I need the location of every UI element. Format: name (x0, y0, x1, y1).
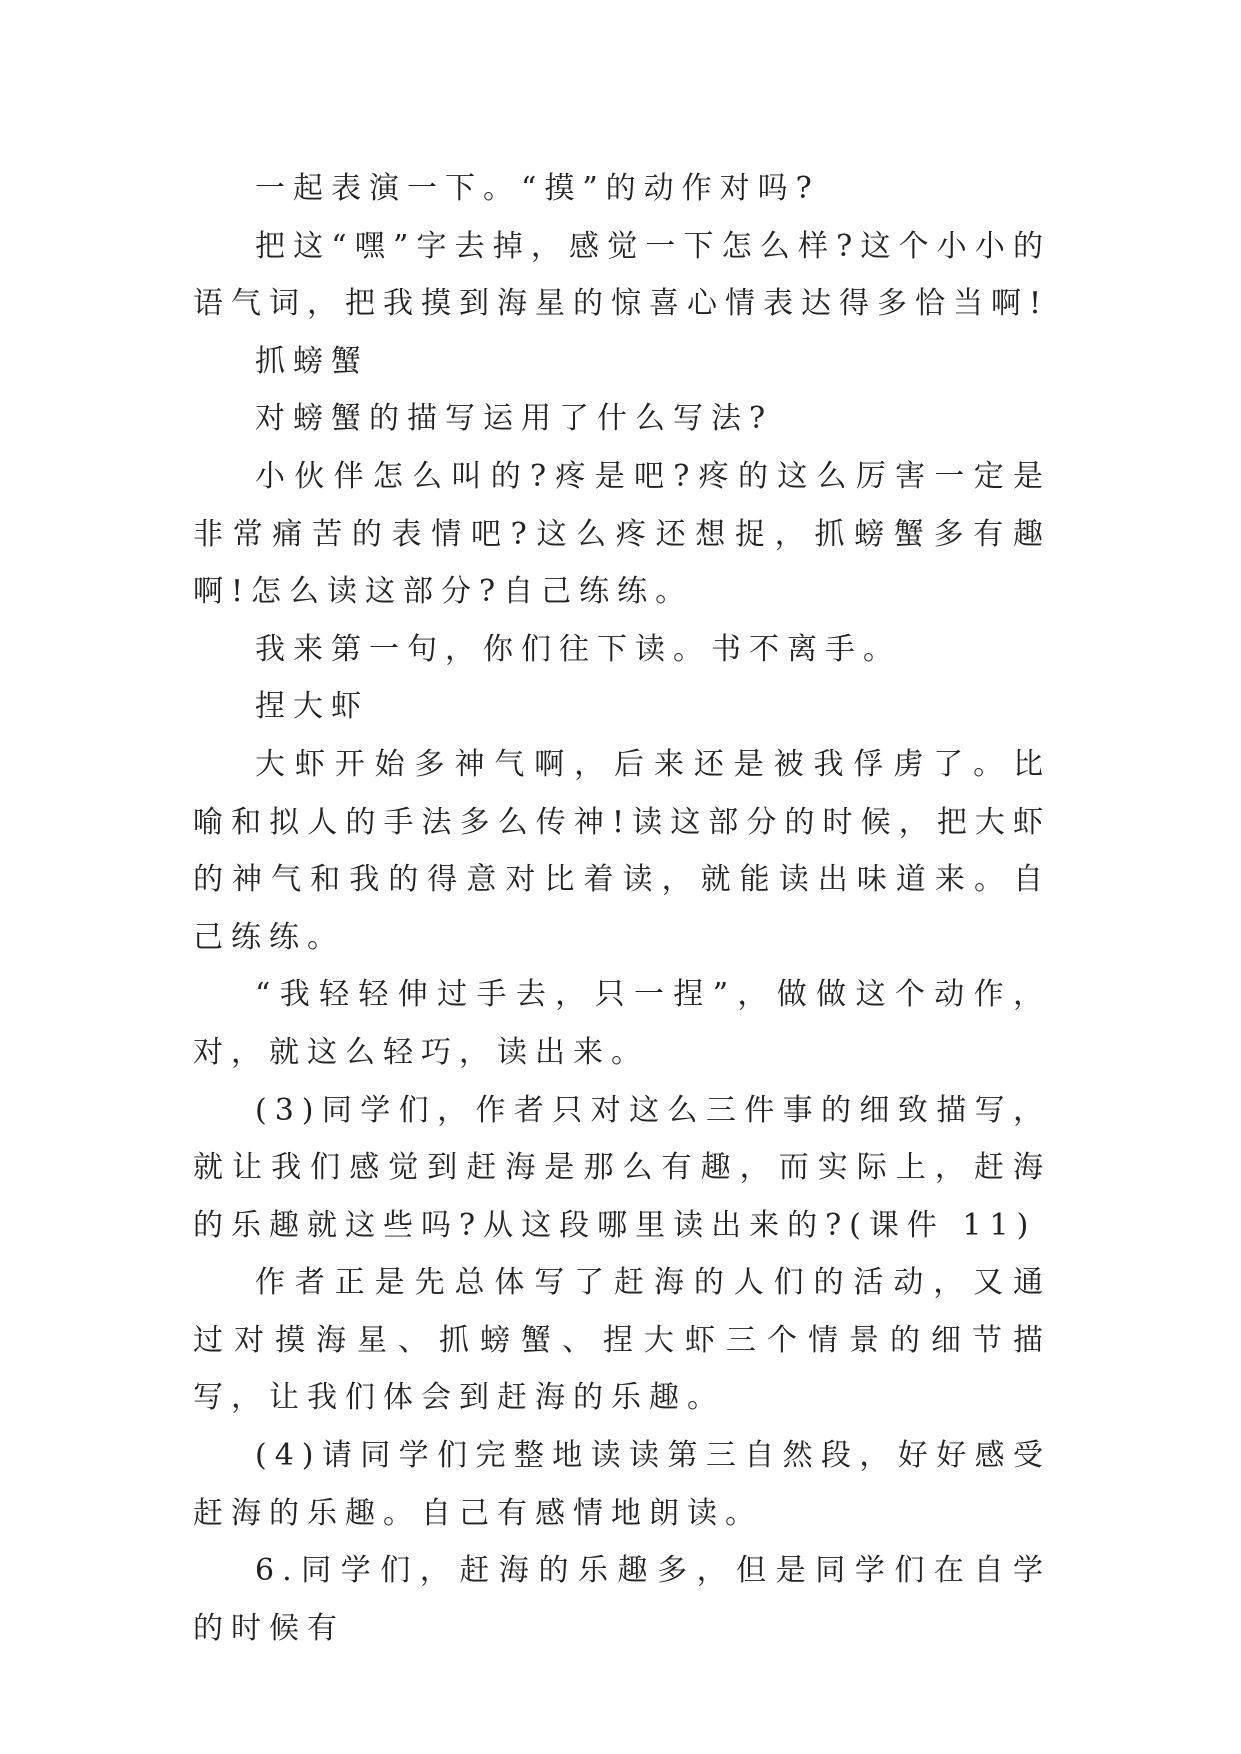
paragraph: 小伙伴怎么叫的?疼是吧?疼的这么厉害一定是非常痛苦的表情吧?这么疼还想捉，抓螃蟹多有趣啊!怎么读这部分?自己练练。 (193, 458, 1051, 610)
paragraph: 把这“嘿”字去掉，感觉一下怎么样?这个小小的语气词，把我摸到海星的惊喜心情表达得多恰当啊! (193, 228, 1051, 322)
paragraph: 6.同学们，赶海的乐趣多，但是同学们在自学的时候有 (193, 1553, 1051, 1646)
text-body (193, 160, 1051, 1657)
paragraph: 对螃蟹的描写运用了什么写法? (255, 401, 774, 437)
paragraph: 我来第一句，你们往下读。书不离手。 (255, 631, 901, 667)
paragraph: (3)同学们，作者只对这么三件事的细致描写，就让我们感觉到赶海是那么有趣，而实际上，赶海的乐趣就这些吗?从这段哪里读出来的?(课件 11) (193, 1092, 1051, 1243)
paragraph: (4)请同学们完整地读读第三自然段，好好感受赶海的乐趣。自己有感情地朗读。 (193, 1438, 1051, 1531)
paragraph: 作者正是先总体写了赶海的人们的活动，又通过对摸海星、抓螃蟹、捏大虾三个情景的细节描写，让我们体会到赶海的乐趣。 (193, 1265, 1051, 1416)
paragraph: 一起表演一下。“摸”的动作对吗? (255, 171, 820, 206)
section-heading: 抓螃蟹 (255, 343, 369, 379)
paragraph: “我轻轻伸过手去，只一捏”，做做这个动作，对，就这么轻巧，读出来。 (193, 977, 1051, 1070)
paragraph: 大虾开始多神气啊，后来还是被我俘虏了。比喻和拟人的手法多么传神!读这部分的时候，把大虾的神气和我的得意对比着读，就能读出味道来。自己练练。 (193, 746, 1051, 955)
section-heading: 捏大虾 (255, 689, 369, 725)
